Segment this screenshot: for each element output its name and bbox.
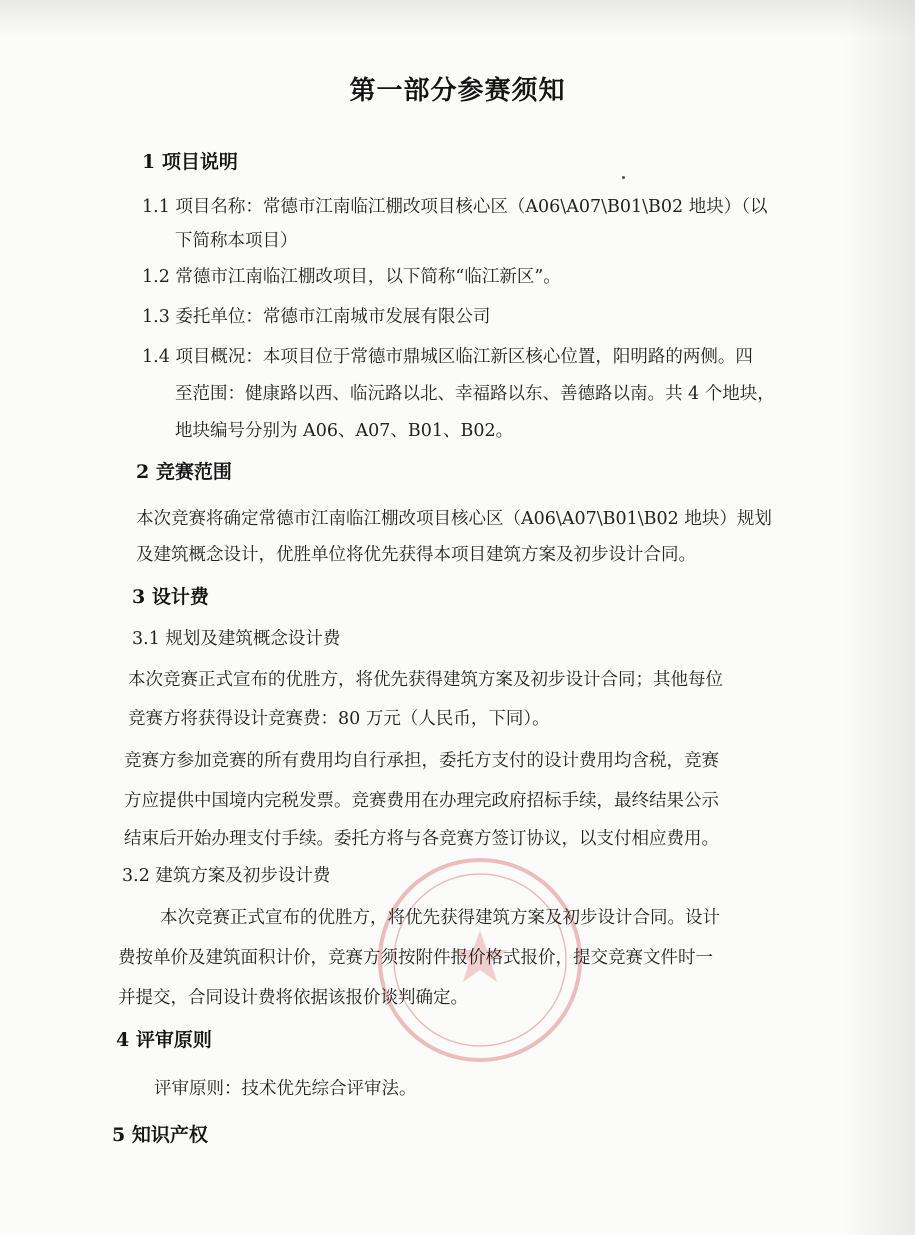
item-1-4-line-3: 地块编号分别为 A06、A07、B01、B02。 [175, 421, 514, 441]
scan-shadow-top [0, 0, 915, 36]
section-3-2-line-3: 并提交，合同设计费将依据该报价谈判确定。 [118, 988, 468, 1008]
item-1-2: 1.2 常德市江南临江棚改项目，以下简称“临江新区”。 [142, 267, 561, 287]
scan-speck [622, 176, 625, 179]
section-2-line-1: 本次竞赛将确定常德市江南临江棚改项目核心区（A06\A07\B01\B02 地块）规划 [136, 509, 772, 529]
section-3-1-line-3: 竞赛方参加竞赛的所有费用均自行承担，委托方支付的设计费用均含税，竞赛 [124, 751, 719, 771]
section-3-1-line-2: 竞赛方将获得设计竞赛费：80 万元（人民币，下同）。 [128, 709, 550, 729]
section-3-1-line-5: 结束后开始办理支付手续。委托方将与各竞赛方签订协议，以支付相应费用。 [124, 829, 719, 849]
item-1-4-line-2: 至范围：健康路以西、临沅路以北、幸福路以东、善德路以南。共 4 个地块， [175, 384, 775, 404]
section-3-1-line-1: 本次竞赛正式宣布的优胜方，将优先获得建筑方案及初步设计合同；其他每位 [128, 670, 723, 690]
section-3-1-line-4: 方应提供中国境内完税发票。竞赛费用在办理完政府招标手续，最终结果公示 [124, 791, 719, 811]
subsection-3-1: 3.1 规划及建筑概念设计费 [132, 629, 341, 649]
item-1-3: 1.3 委托单位：常德市江南城市发展有限公司 [142, 307, 491, 327]
scan-shadow-right [845, 0, 915, 1235]
subsection-3-2: 3.2 建筑方案及初步设计费 [122, 866, 331, 886]
section-heading-2: 2 竞赛范围 [136, 461, 232, 483]
page-title: 第一部分参赛须知 [349, 76, 566, 106]
section-3-2-line-2: 费按单价及建筑面积计价，竞赛方须按附件报价格式报价，提交竞赛文件时一 [118, 948, 713, 968]
section-heading-4: 4 评审原则 [116, 1029, 212, 1051]
section-heading-5: 5 知识产权 [112, 1124, 208, 1146]
item-1-1-line-2: 下简称本项目） [175, 231, 298, 251]
section-2-line-2: 及建筑概念设计，优胜单位将优先获得本项目建筑方案及初步设计合同。 [136, 545, 696, 565]
section-4-line-1: 评审原则：技术优先综合评审法。 [154, 1079, 417, 1099]
section-heading-3: 3 设计费 [132, 586, 209, 608]
item-1-1-line-1: 1.1 项目名称：常德市江南临江棚改项目核心区（A06\A07\B01\B02 地块）（以 [142, 197, 768, 217]
section-3-2-line-1: 本次竞赛正式宣布的优胜方，将优先获得建筑方案及初步设计合同。设计 [160, 908, 720, 928]
section-heading-1: 1 项目说明 [142, 151, 238, 173]
item-1-4-line-1: 1.4 项目概况：本项目位于常德市鼎城区临江新区核心位置，阳明路的两侧。四 [142, 347, 753, 367]
